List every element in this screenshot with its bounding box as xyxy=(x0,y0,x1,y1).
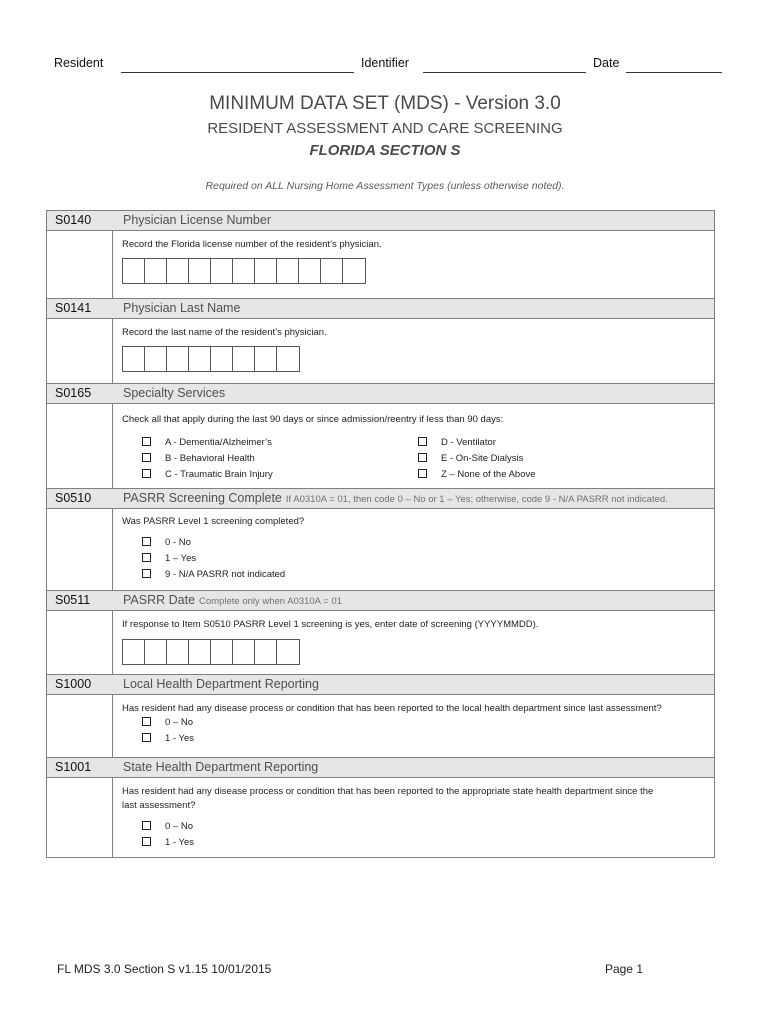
section-header xyxy=(47,299,714,319)
checkbox[interactable] xyxy=(142,537,151,546)
instruction-text: Record the last name of the resident’s physician. xyxy=(122,327,327,338)
section-code: S0511 xyxy=(55,593,91,607)
page-subtitle: RESIDENT ASSESSMENT AND CARE SCREENING xyxy=(207,120,563,137)
checkbox[interactable] xyxy=(142,837,151,846)
section-code: S0165 xyxy=(55,386,92,400)
instruction-text-continued: last assessment? xyxy=(122,800,196,811)
instruction-text: If response to Item S0510 PASRR Level 1 screening is yes, enter date of screening (YYYYMMDD). xyxy=(122,619,539,630)
physician-last-name-entry[interactable] xyxy=(122,346,300,372)
section-header xyxy=(47,489,714,509)
instruction-text: Was PASRR Level 1 screening completed? xyxy=(122,516,305,527)
section-title: PASRR Screening Complete If A0310A = 01, then code 0 – No or 1 – Yes; otherwise, code 9 - N/A PASRR not indicated. xyxy=(123,491,668,505)
section-header xyxy=(47,591,714,611)
checkbox[interactable] xyxy=(418,453,427,462)
option-behavioral-health[interactable]: B - Behavioral Health xyxy=(142,453,255,464)
resident-label: Resident xyxy=(54,56,104,70)
checkbox[interactable] xyxy=(142,569,151,578)
checkbox[interactable] xyxy=(142,553,151,562)
section-s0511 xyxy=(46,590,715,675)
page-number: Page 1 xyxy=(604,962,643,976)
checkbox[interactable] xyxy=(142,453,151,462)
identifier-field[interactable] xyxy=(423,72,586,73)
section-note: If A0310A = 01, then code 0 – No or 1 – Yes; otherwise, code 9 - N/A PASRR not indicated. xyxy=(285,494,668,505)
section-s1001 xyxy=(46,757,715,858)
section-code: S1001 xyxy=(55,760,92,774)
section-s0140 xyxy=(46,210,715,299)
option-traumatic-brain-injury[interactable]: C - Traumatic Brain Injury xyxy=(142,469,273,480)
checkbox[interactable] xyxy=(142,733,151,742)
page-title: MINIMUM DATA SET (MDS) - Version 3.0 xyxy=(209,93,561,114)
identifier-label: Identifier xyxy=(361,56,409,70)
section-title: Local Health Department Reporting xyxy=(123,677,319,691)
pasrr-date-entry[interactable] xyxy=(122,639,300,665)
instruction-text: Has resident had any disease process or condition that has been reported to the local health department since last assessment? xyxy=(122,703,662,714)
section-s0165 xyxy=(46,383,715,489)
section-header xyxy=(47,384,714,404)
section-title: Physician License Number xyxy=(123,213,271,227)
option-dialysis[interactable]: E - On-Site Dialysis xyxy=(418,453,523,464)
date-label: Date xyxy=(593,56,620,70)
section-code: S0510 xyxy=(55,491,92,505)
option-none[interactable]: Z – None of the Above xyxy=(418,469,536,480)
option-0-no[interactable]: 0 – No xyxy=(142,717,193,728)
instruction-text: Check all that apply during the last 90 days or since admission/reentry if less than 90 days: xyxy=(122,414,504,425)
checkbox[interactable] xyxy=(418,469,427,478)
section-header xyxy=(47,675,714,695)
instruction-text: Has resident had any disease process or condition that has been reported to the appropriate state health department since the xyxy=(122,786,654,797)
date-field[interactable] xyxy=(626,72,722,73)
option-1-yes[interactable]: 1 – Yes xyxy=(142,553,196,564)
section-code: S1000 xyxy=(55,677,92,691)
requirement-note: Required on ALL Nursing Home Assessment Types (unless otherwise noted). xyxy=(205,180,565,192)
section-s0141 xyxy=(46,298,715,385)
section-code: S0140 xyxy=(55,213,92,227)
checkbox[interactable] xyxy=(418,437,427,446)
instruction-text: Record the Florida license number of the resident’s physician. xyxy=(122,239,382,250)
checkbox[interactable] xyxy=(142,717,151,726)
section-code: S0141 xyxy=(55,301,92,315)
option-9-na[interactable]: 9 - N/A PASRR not indicated xyxy=(142,569,285,580)
option-0-no[interactable]: 0 – No xyxy=(142,821,193,832)
checkbox[interactable] xyxy=(142,437,151,446)
section-s0510 xyxy=(46,488,715,591)
resident-field[interactable] xyxy=(121,72,354,73)
option-0-no[interactable]: 0 - No xyxy=(142,537,191,548)
section-header xyxy=(47,758,714,778)
license-number-entry[interactable] xyxy=(122,258,366,284)
section-s1000 xyxy=(46,674,715,758)
option-1-yes[interactable]: 1 - Yes xyxy=(142,837,194,848)
option-1-yes[interactable]: 1 - Yes xyxy=(142,733,194,744)
footer-version: FL MDS 3.0 Section S v1.15 10/01/2015 xyxy=(57,962,272,976)
section-note: Complete only when A0310A = 01 xyxy=(199,596,342,607)
section-heading: FLORIDA SECTION S xyxy=(309,142,461,159)
option-ventilator[interactable]: D - Ventilator xyxy=(418,437,496,448)
section-header xyxy=(47,211,714,231)
checkbox[interactable] xyxy=(142,821,151,830)
section-title: State Health Department Reporting xyxy=(123,760,319,774)
checkbox[interactable] xyxy=(142,469,151,478)
section-title: Physician Last Name xyxy=(123,301,241,315)
option-dementia[interactable]: A - Dementia/Alzheimer’s xyxy=(142,437,272,448)
section-title: Specialty Services xyxy=(123,386,226,400)
section-title: PASRR Date Complete only when A0310A = 01 xyxy=(123,593,342,607)
